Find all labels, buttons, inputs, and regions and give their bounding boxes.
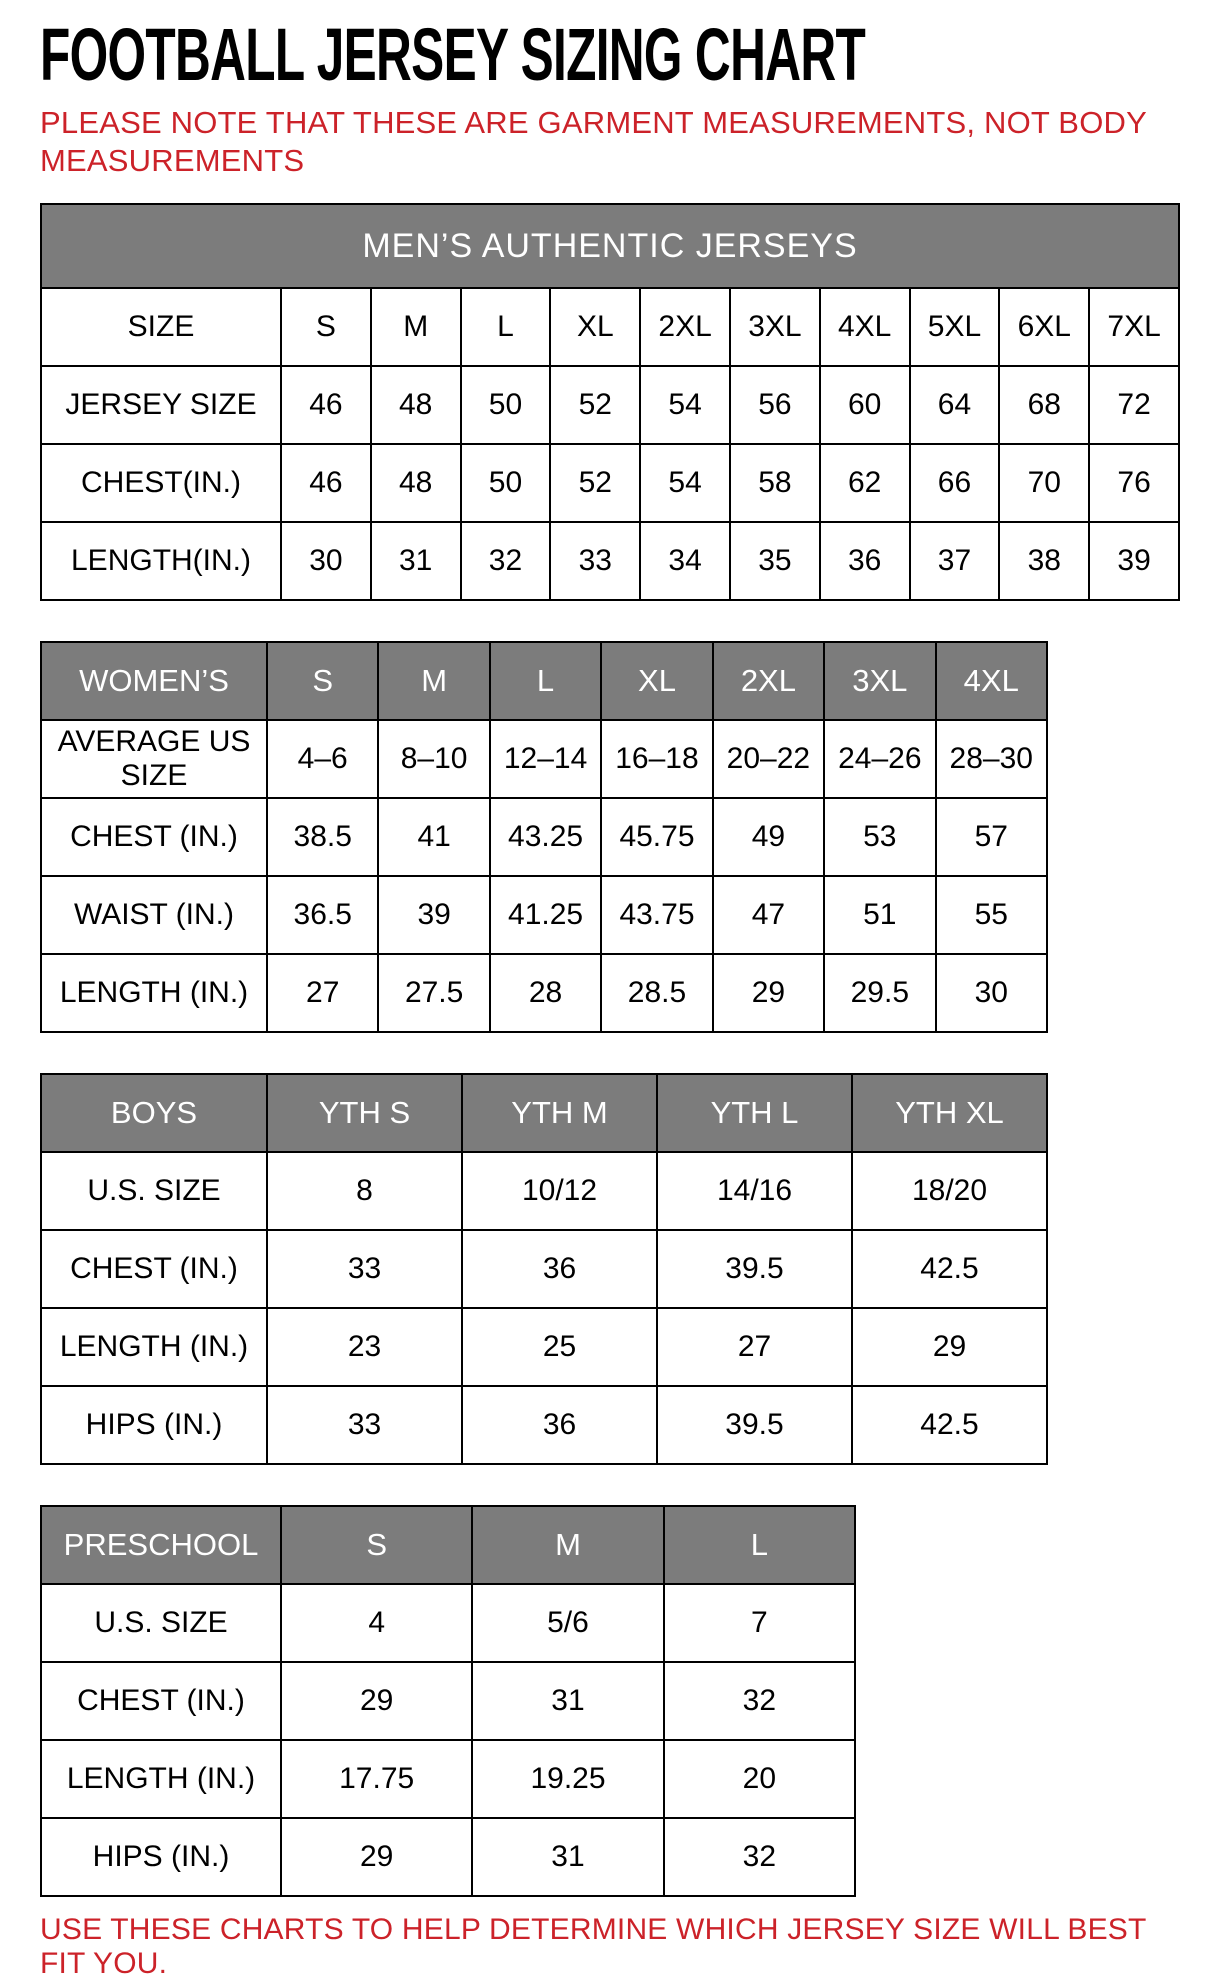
table-cell: 64 <box>910 366 1000 444</box>
table-cell: 10/12 <box>462 1152 657 1230</box>
table-cell: 31 <box>472 1662 663 1740</box>
table-row <box>41 1740 855 1818</box>
table-cell: 31 <box>371 522 461 600</box>
table-cell: 28 <box>490 954 601 1032</box>
table-cell: 54 <box>640 366 730 444</box>
table-cell: 7XL <box>1089 288 1179 366</box>
table-cell: 72 <box>1089 366 1179 444</box>
table-row <box>41 798 1047 876</box>
table-cell: 33 <box>267 1230 462 1308</box>
table-header-row <box>41 642 1047 720</box>
table-cell: 54 <box>640 444 730 522</box>
table-cell: 41 <box>378 798 489 876</box>
table-title-cell: BOYS <box>41 1074 267 1152</box>
row-label-cell: CHEST (IN.) <box>41 1230 267 1308</box>
table-cell: 66 <box>910 444 1000 522</box>
table-cell: 30 <box>281 522 371 600</box>
table-title-cell: PRESCHOOL <box>41 1506 281 1584</box>
row-label-cell: WAIST (IN.) <box>41 876 267 954</box>
table-cell: 36 <box>462 1386 657 1464</box>
table-cell: 24–26 <box>824 720 935 798</box>
table-cell: 56 <box>730 366 820 444</box>
table-cell: 27.5 <box>378 954 489 1032</box>
row-label-cell: LENGTH(IN.) <box>41 522 281 600</box>
row-label-cell: AVERAGE US SIZE <box>41 720 267 798</box>
table-cell: 38.5 <box>267 798 378 876</box>
table-cell: 52 <box>550 366 640 444</box>
table-cell: 50 <box>461 444 551 522</box>
table-cell: 32 <box>664 1818 855 1896</box>
page-title: FOOTBALL JERSEY SIZING CHART <box>40 13 866 96</box>
table-cell: L <box>461 288 551 366</box>
table-cell: 42.5 <box>852 1230 1047 1308</box>
table-cell: 17.75 <box>281 1740 472 1818</box>
table-row <box>41 444 1179 522</box>
table-cell: 70 <box>999 444 1089 522</box>
table-row <box>41 288 1179 366</box>
column-header-cell: YTH XL <box>852 1074 1047 1152</box>
table-cell: 29.5 <box>824 954 935 1032</box>
table-cell: 62 <box>820 444 910 522</box>
table-cell: 48 <box>371 366 461 444</box>
table-cell: 4 <box>281 1584 472 1662</box>
column-header-cell: YTH L <box>657 1074 852 1152</box>
table-cell: 27 <box>267 954 378 1032</box>
table-cell: 41.25 <box>490 876 601 954</box>
row-label-cell: LENGTH (IN.) <box>41 954 267 1032</box>
table-cell: 52 <box>550 444 640 522</box>
table-cell: 29 <box>281 1662 472 1740</box>
table-cell: 76 <box>1089 444 1179 522</box>
table-cell: 32 <box>664 1662 855 1740</box>
table-cell: 51 <box>824 876 935 954</box>
table-row <box>41 954 1047 1032</box>
table-cell: 46 <box>281 366 371 444</box>
column-header-cell: L <box>664 1506 855 1584</box>
table-cell: 43.25 <box>490 798 601 876</box>
column-header-cell: M <box>472 1506 663 1584</box>
row-label-cell: CHEST (IN.) <box>41 1662 281 1740</box>
table-cell: 45.75 <box>601 798 712 876</box>
column-header-cell: XL <box>601 642 712 720</box>
table-row <box>41 1230 1047 1308</box>
table-row <box>41 1386 1047 1464</box>
table-cell: 29 <box>713 954 824 1032</box>
table-cell: 53 <box>824 798 935 876</box>
preschool-table <box>40 1505 856 1897</box>
row-label-cell: JERSEY SIZE <box>41 366 281 444</box>
table-cell: 58 <box>730 444 820 522</box>
column-header-cell: S <box>281 1506 472 1584</box>
table-cell: 36 <box>462 1230 657 1308</box>
mens-authentic-jerseys-table <box>40 203 1180 601</box>
table-cell: 29 <box>281 1818 472 1896</box>
table-cell: M <box>371 288 461 366</box>
table-cell: 28–30 <box>936 720 1047 798</box>
row-label-cell: SIZE <box>41 288 281 366</box>
table-cell: 3XL <box>730 288 820 366</box>
table-cell: 33 <box>550 522 640 600</box>
column-header-cell: 2XL <box>713 642 824 720</box>
table-cell: 7 <box>664 1584 855 1662</box>
table-cell: 42.5 <box>852 1386 1047 1464</box>
table-cell: 43.75 <box>601 876 712 954</box>
table-cell: 23 <box>267 1308 462 1386</box>
table-cell: 57 <box>936 798 1047 876</box>
table-row <box>41 522 1179 600</box>
table-cell: 8–10 <box>378 720 489 798</box>
boys-table <box>40 1073 1048 1465</box>
table-cell: 16–18 <box>601 720 712 798</box>
table-cell: 5/6 <box>472 1584 663 1662</box>
table-cell: 37 <box>910 522 1000 600</box>
column-header-cell: 4XL <box>936 642 1047 720</box>
column-header-cell: 3XL <box>824 642 935 720</box>
table-cell: 39.5 <box>657 1230 852 1308</box>
table-cell: 30 <box>936 954 1047 1032</box>
table-cell: 32 <box>461 522 551 600</box>
table-cell: 4–6 <box>267 720 378 798</box>
table-cell: 28.5 <box>601 954 712 1032</box>
table-cell: 31 <box>472 1818 663 1896</box>
row-label-cell: U.S. SIZE <box>41 1152 267 1230</box>
table-row <box>41 366 1179 444</box>
column-header-cell: YTH S <box>267 1074 462 1152</box>
table-cell: 48 <box>371 444 461 522</box>
table-cell: 50 <box>461 366 551 444</box>
table-cell: 34 <box>640 522 730 600</box>
table-cell: 29 <box>852 1308 1047 1386</box>
table-cell: 19.25 <box>472 1740 663 1818</box>
column-header-cell: S <box>267 642 378 720</box>
column-header-cell: M <box>378 642 489 720</box>
table-cell: 18/20 <box>852 1152 1047 1230</box>
table-cell: 39.5 <box>657 1386 852 1464</box>
table-cell: 20 <box>664 1740 855 1818</box>
row-label-cell: LENGTH (IN.) <box>41 1308 267 1386</box>
table-row <box>41 1308 1047 1386</box>
row-label-cell: CHEST(IN.) <box>41 444 281 522</box>
table-banner: MEN’S AUTHENTIC JERSEYS <box>41 204 1179 288</box>
table-cell: 55 <box>936 876 1047 954</box>
table-cell: 39 <box>1089 522 1179 600</box>
table-cell: 35 <box>730 522 820 600</box>
table-cell: 27 <box>657 1308 852 1386</box>
table-cell: 60 <box>820 366 910 444</box>
table-cell: 2XL <box>640 288 730 366</box>
garment-measurement-note: PLEASE NOTE THAT THESE ARE GARMENT MEASUREMENTS, NOT BODY MEASUREMENTS <box>40 104 1147 179</box>
page-header <box>40 13 1180 181</box>
womens-table <box>40 641 1048 1033</box>
table-cell: 8 <box>267 1152 462 1230</box>
table-row <box>41 876 1047 954</box>
table-cell: 20–22 <box>713 720 824 798</box>
table-header-row <box>41 1074 1047 1152</box>
table-banner-row <box>41 204 1179 288</box>
row-label-cell: LENGTH (IN.) <box>41 1740 281 1818</box>
table-cell: 68 <box>999 366 1089 444</box>
table-cell: 4XL <box>820 288 910 366</box>
table-cell: XL <box>550 288 640 366</box>
table-cell: 14/16 <box>657 1152 852 1230</box>
row-label-cell: CHEST (IN.) <box>41 798 267 876</box>
table-row <box>41 1584 855 1662</box>
row-label-cell: U.S. SIZE <box>41 1584 281 1662</box>
table-cell: S <box>281 288 371 366</box>
table-row <box>41 1662 855 1740</box>
table-row <box>41 1152 1047 1230</box>
table-title-cell: WOMEN’S <box>41 642 267 720</box>
table-cell: 49 <box>713 798 824 876</box>
table-row <box>41 720 1047 798</box>
table-cell: 38 <box>999 522 1089 600</box>
table-cell: 5XL <box>910 288 1000 366</box>
row-label-cell: HIPS (IN.) <box>41 1386 267 1464</box>
table-cell: 6XL <box>999 288 1089 366</box>
table-cell: 12–14 <box>490 720 601 798</box>
table-header-row <box>41 1506 855 1584</box>
table-cell: 46 <box>281 444 371 522</box>
table-cell: 36 <box>820 522 910 600</box>
column-header-cell: L <box>490 642 601 720</box>
row-label-cell: HIPS (IN.) <box>41 1818 281 1896</box>
table-row <box>41 1818 855 1896</box>
table-cell: 33 <box>267 1386 462 1464</box>
table-cell: 36.5 <box>267 876 378 954</box>
table-cell: 47 <box>713 876 824 954</box>
table-cell: 39 <box>378 876 489 954</box>
fit-advice-footer: USE THESE CHARTS TO HELP DETERMINE WHICH JERSEY SIZE WILL BEST FIT YOU. <box>40 1913 1146 1981</box>
column-header-cell: YTH M <box>462 1074 657 1152</box>
table-cell: 25 <box>462 1308 657 1386</box>
